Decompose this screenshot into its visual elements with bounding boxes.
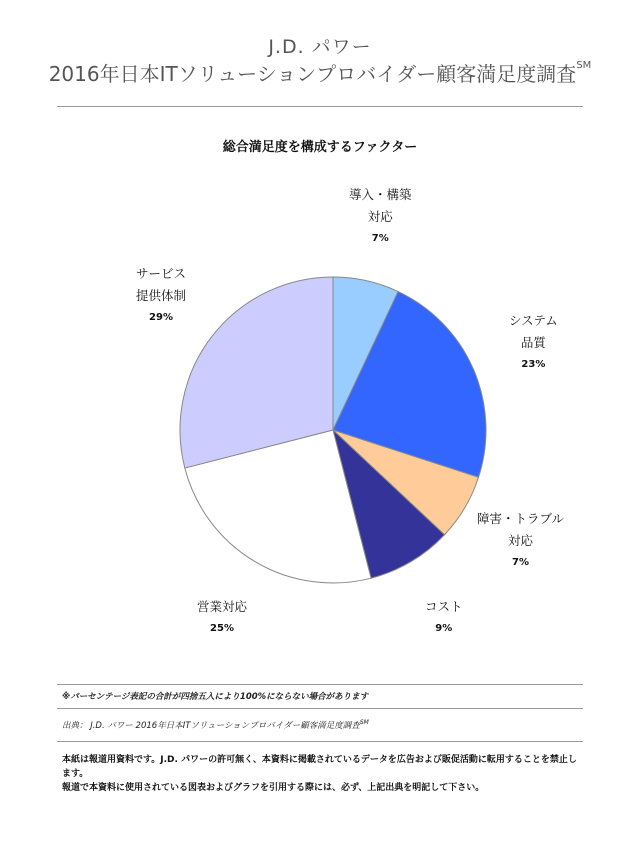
slice-value-4: 25% [210,623,234,634]
slice-label-5-line-0: サービス [136,266,187,281]
footer-rule-mid [57,708,583,709]
chart-title: 総合満足度を構成するファクター [222,140,418,155]
slice-label-1-line-1: 品質 [520,335,546,350]
slice-label-2 [477,508,564,574]
rounding-note: ※パーセンテージ表記の合計が四捨五入により100%にならない場合があります [62,692,369,702]
service-mark: SM [576,60,592,71]
slice-label-0 [349,184,412,250]
disclaimer [62,753,582,795]
footer-rule-bottom [57,741,583,742]
slice-value-2: 7% [512,557,529,568]
slice-label-3-line-0: コスト [425,599,463,614]
slice-label-4 [197,596,247,640]
header-rule [57,106,583,107]
slice-label-4-line-0: 営業対応 [197,599,248,614]
header-title-text: 2016年日本ITソリューションプロバイダー顧客満足度調査 [48,62,577,86]
slice-label-1-line-0: システム [509,313,558,328]
source-line [62,719,369,731]
slice-label-0-line-1: 対応 [367,209,393,224]
source-text: 出典： J.D. パワー 2016年日本ITソリューションプロバイダー顧客満足度調査 [62,721,360,731]
footer-rule-top [57,684,583,685]
disclaimer-line-2: 報道で本資料に使用されている図表およびグラフを引用する際には、必ず、上記出典を明記して下さい。 [62,783,485,793]
header-title [0,58,640,87]
slice-label-5-line-1: 提供体制 [136,288,187,303]
slice-label-5 [136,263,186,329]
slice-value-3: 9% [435,623,453,634]
slice-label-3 [425,596,463,640]
header-brand: J.D. パワー [268,36,372,58]
slice-label-0-line-0: 導入・構築 [349,187,412,202]
pie-chart [0,180,640,680]
slice-value-5: 29% [149,312,173,323]
disclaimer-line-1: 本紙は報道用資料です。J.D. パワーの許可無く、本資料に掲載されているデータを広告および販促活動に転用することを禁止します。 [62,755,577,779]
slice-value-0: 7% [371,233,389,244]
slice-label-1 [509,310,558,376]
slice-value-1: 23% [521,359,546,370]
slice-label-2-line-0: 障害・トラブル [477,511,565,526]
slice-label-2-line-1: 対応 [508,533,534,548]
source-service-mark: SM [359,719,369,727]
